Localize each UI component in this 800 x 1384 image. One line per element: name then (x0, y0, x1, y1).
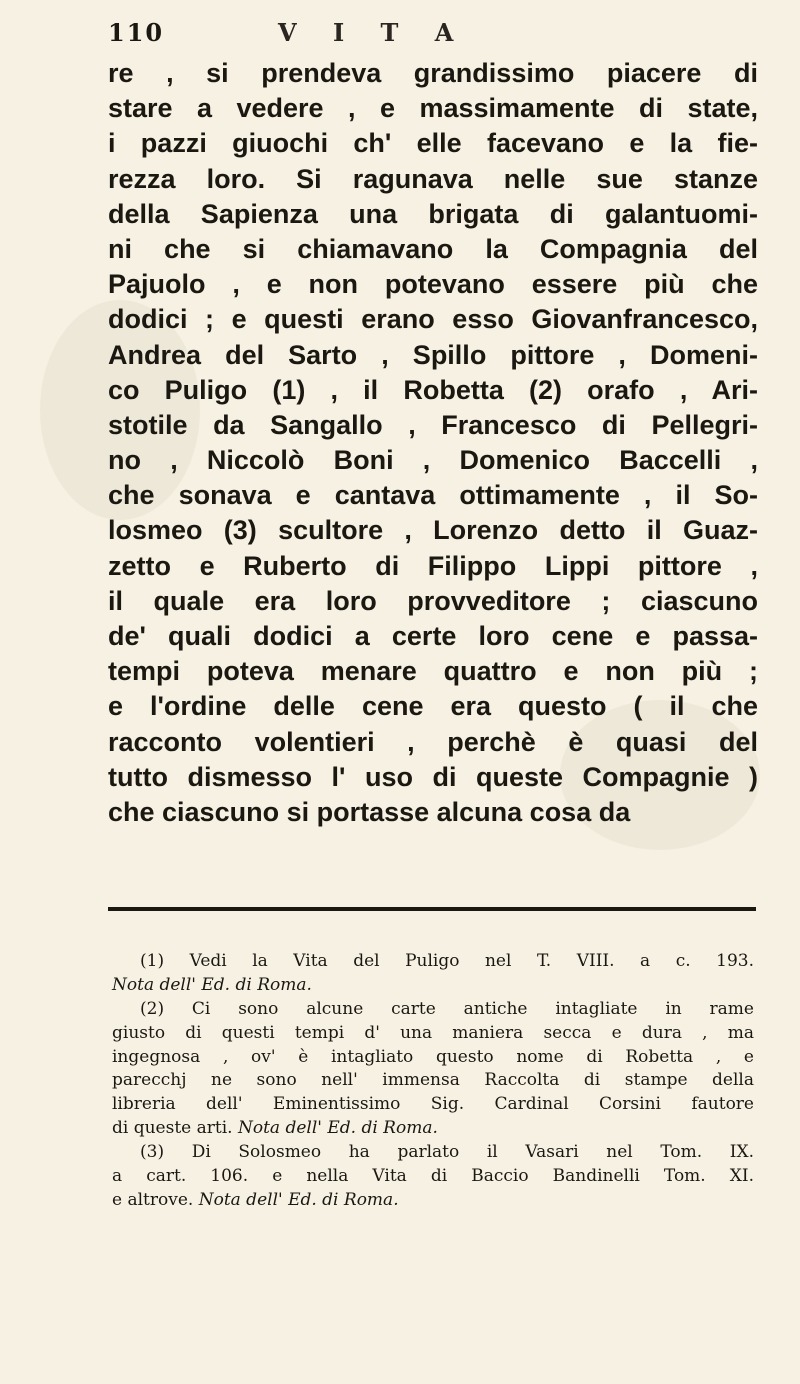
text-line: stare a vedere , e massimamente di state, (108, 93, 758, 124)
footnote-line (112, 1189, 754, 1213)
footnote-text: giusto di questi tempi d' una maniera secca e dura , ma (112, 1022, 754, 1043)
footnote-text: e altrove. (112, 1189, 199, 1210)
footnote-text: (2) Ci sono alcune carte antiche intagliate in rame (140, 998, 754, 1019)
page-number: 110 (108, 18, 165, 47)
text-line: della Sapienza una brigata di galantuomi- (108, 198, 758, 229)
text-line: no , Niccolò Boni , Domenico Baccelli , (108, 445, 758, 476)
main-text (108, 56, 758, 830)
text-line: racconto volentieri , perchè è quasi del (108, 726, 758, 757)
text-line: che sonava e cantava ottimamente , il So- (108, 480, 758, 511)
text-line: stotile da Sangallo , Francesco di Pellegri- (108, 409, 758, 440)
footnote-line (112, 1046, 754, 1070)
footnote-text: di queste arti. (112, 1118, 238, 1139)
footnote-line (112, 1165, 754, 1189)
text-line: zetto e Ruberto di Filippo Lippi pittore , (108, 550, 758, 581)
text-line: Andrea del Sarto , Spillo pittore , Domeni- (108, 339, 758, 370)
text-line: e l'ordine delle cene era questo ( il che (108, 691, 758, 722)
text-line: re , si prendeva grandissimo piacere di (108, 58, 758, 88)
running-title: V I T A (278, 18, 468, 47)
footnote-line (112, 950, 754, 974)
footnote-separator-rule (108, 907, 756, 911)
editor-note: Nota dell' Ed. di Roma. (198, 1189, 399, 1210)
text-line: Pajuolo , e non potevano essere più che (108, 269, 758, 300)
editor-note: Nota dell' Ed. di Roma. (112, 974, 312, 995)
text-line: de' quali dodici a certe loro cene e passa- (108, 621, 758, 651)
text-line: il quale era loro provveditore ; ciascuno (108, 585, 758, 616)
footnote-text: libreria dell' Eminentissimo Sig. Cardinal Corsini fautore (112, 1094, 754, 1115)
page-header (108, 10, 668, 54)
text-line: rezza loro. Si ragunava nelle sue stanze (108, 163, 758, 194)
footnote-line (112, 1022, 754, 1046)
text-line: che ciascuno si portasse alcuna cosa da (108, 796, 631, 827)
footnote-line (112, 1117, 754, 1141)
footnotes (112, 950, 754, 1213)
footnote-line (112, 1141, 754, 1165)
text-line: dodici ; e questi erano esso Giovanfrancesco, (108, 304, 758, 335)
footnote-text: a cart. 106. e nella Vita di Baccio Bandinelli Tom. XI. (112, 1166, 754, 1187)
footnote-text: (3) Di Solosmeo ha parlato il Vasari nel Tom. IX. (140, 1142, 754, 1163)
text-line: tutto dismesso l' uso di queste Compagnie ) (108, 761, 758, 792)
footnote-line (112, 1093, 754, 1117)
footnote-text: ingegnosa , ov' è intagliato questo nome di Robetta , e (112, 1046, 754, 1067)
editor-note: Nota dell' Ed. di Roma. (237, 1118, 438, 1139)
footnote-line (112, 998, 754, 1022)
text-line: ni che si chiamavano la Compagnia del (108, 233, 758, 264)
footnote-line (112, 974, 754, 998)
text-line: losmeo (3) scultore , Lorenzo detto il Guaz- (108, 515, 758, 546)
footnote-text: (1) Vedi la Vita del Puligo nel T. VIII. a c. 193. (140, 951, 754, 971)
text-line: co Puligo (1) , il Robetta (2) orafo , Ari- (108, 374, 758, 405)
text-line: i pazzi giuochi ch' elle facevano e la fie- (108, 128, 758, 159)
text-line: tempi poteva menare quattro e non più ; (108, 656, 758, 687)
footnote-text: parecchj ne sono nell' immensa Raccolta di stampe della (112, 1070, 754, 1091)
footnote-line (112, 1069, 754, 1093)
